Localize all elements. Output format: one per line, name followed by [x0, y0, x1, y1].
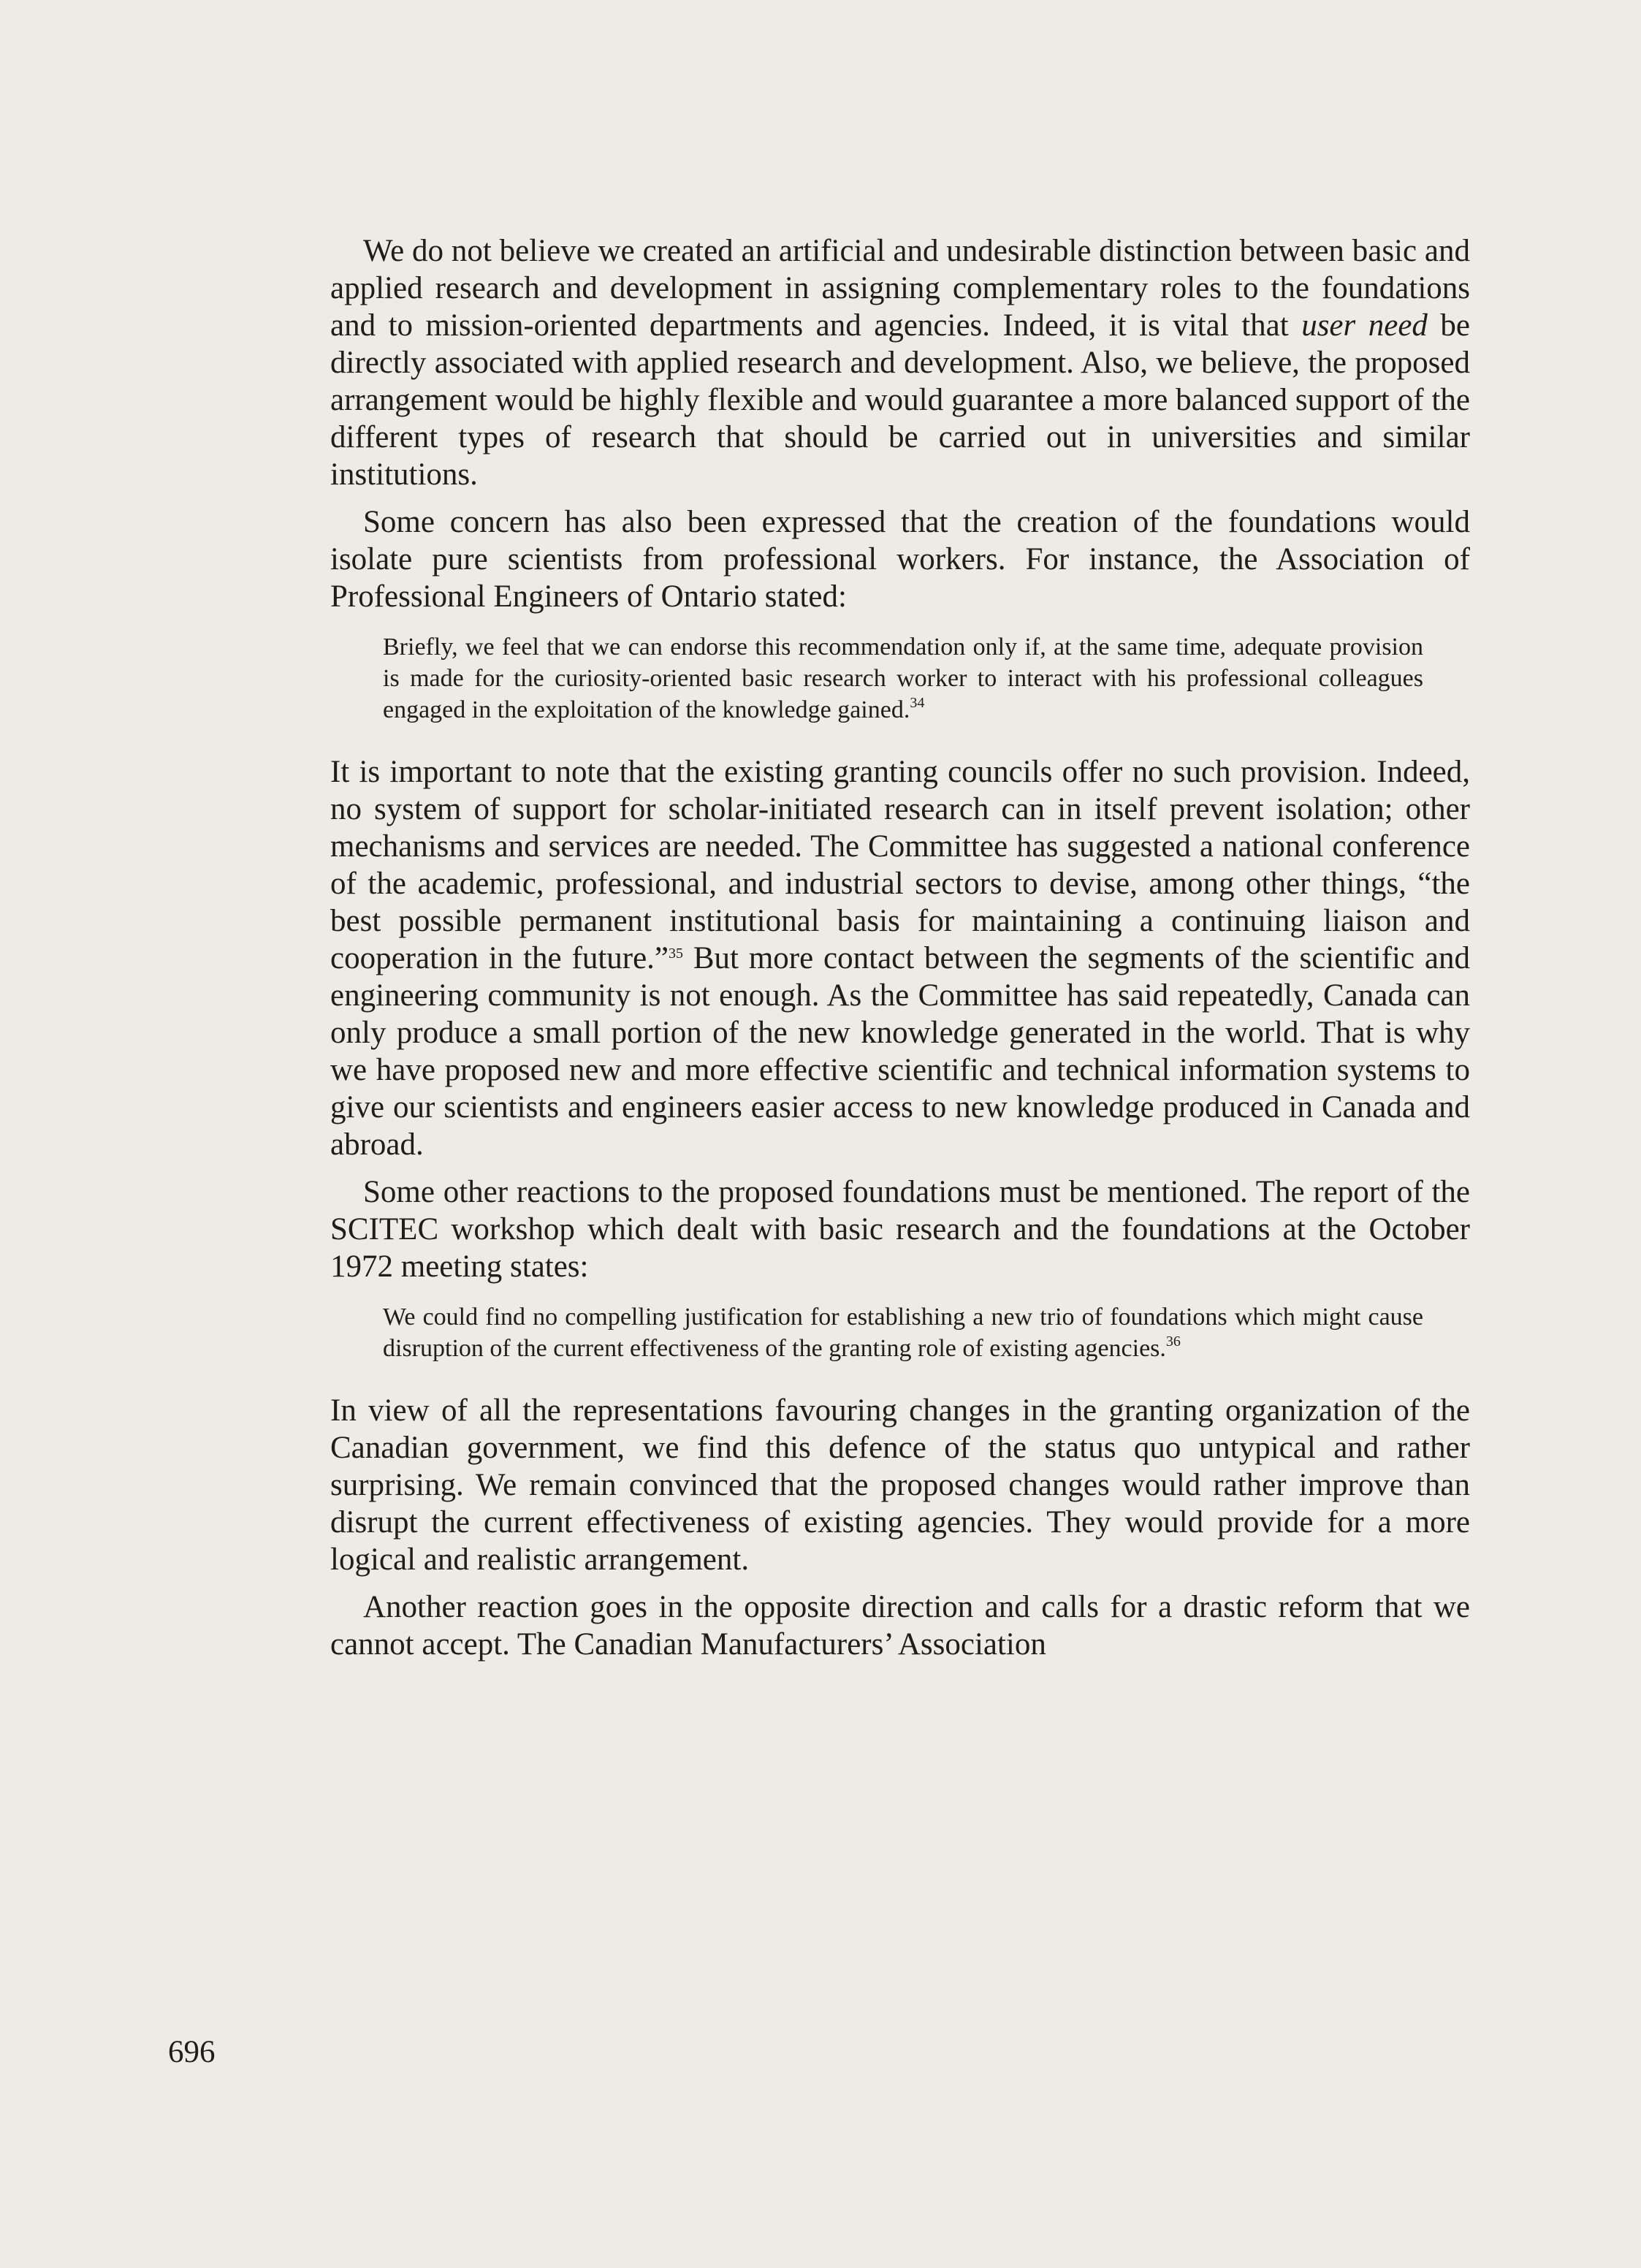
paragraph-6: Another reaction goes in the opposite direction and calls for a drastic reform that we cannot accept. The Canadian Manufacturers’ Association [330, 1590, 1470, 1662]
footnote-ref-35: 35 [669, 945, 684, 962]
block-quote-2 [383, 1301, 1423, 1364]
paragraph-3-text-b: But more contact between the segments of the scientific and engineering community is not enough. As the Committee has said repeatedly, Canada can only produce a small portion of the new knowledge generated in the world. That is why we have proposed new and more effective scientific and technical information systems to give our scientists and engineers easier access to new knowledge produced in Canada and abroad. [330, 941, 1470, 1162]
block-quote-1 [383, 631, 1423, 726]
paragraph-1-text-b: be directly associated with applied research and development. Also, we believe, the proposed arrangement would be highly flexible and would guarantee a more balanced support of the different types of research that should be carried out in universities and similar institutions. [330, 308, 1470, 492]
footnote-ref-34: 34 [910, 695, 925, 711]
paragraph-1-emphasis: user need [1301, 308, 1428, 343]
block-quote-1-text: Briefly, we feel that we can endorse this recommendation only if, at the same time, adequate provision is made for the curiosity-oriented basic research worker to interact with his professional colleagues engaged in the exploitation of the knowledge gained. [383, 633, 1423, 723]
footnote-ref-36: 36 [1165, 1333, 1181, 1350]
paragraph-3 [330, 753, 1470, 1163]
paragraph-1-text-a: We do not believe we created an artificial and undesirable distinction between basic and applied research and development in assigning complementary roles to the foundations and to mission-oriented departments and agencies. Indeed, it is vital that [330, 234, 1470, 343]
paragraph-4: Some other reactions to the proposed foundations must be mentioned. The report of the SCITEC workshop which dealt with basic research and the foundations at the October 1972 meeting states: [330, 1175, 1470, 1284]
paragraph-3-text-a: It is important to note that the existing granting councils offer no such provision. Indeed, no system of support for scholar-initiated research can in itself prevent isolation; other mechanisms and services are needed. The Committee has suggested a national conference of the academic, professional, and industrial sectors to devise, among other things, “the best possible permanent institutional basis for maintaining a continuing liaison and cooperation in the future.” [330, 755, 1470, 975]
paragraph-2: Some concern has also been expressed that the creation of the foundations would isolate pure scientists from professional workers. For instance, the Association of Professional Engineers of Ontario stated: [330, 505, 1470, 614]
paragraph-1 [330, 232, 1470, 493]
paragraph-5: In view of all the representations favouring changes in the granting organization of the Canadian government, we find this defence of the status quo untypical and rather surprising. We remain convinced that the proposed changes would rather improve than disrupt the current effectiveness of existing agencies. They would provide for a more logical and realistic arrangement. [330, 1393, 1470, 1577]
block-quote-2-text: We could find no compelling justification for establishing a new trio of foundations which might cause disruption of the current effectiveness of the granting role of existing agencies. [383, 1304, 1423, 1362]
body-text [330, 232, 1470, 1663]
page-number: 696 [168, 2035, 216, 2069]
